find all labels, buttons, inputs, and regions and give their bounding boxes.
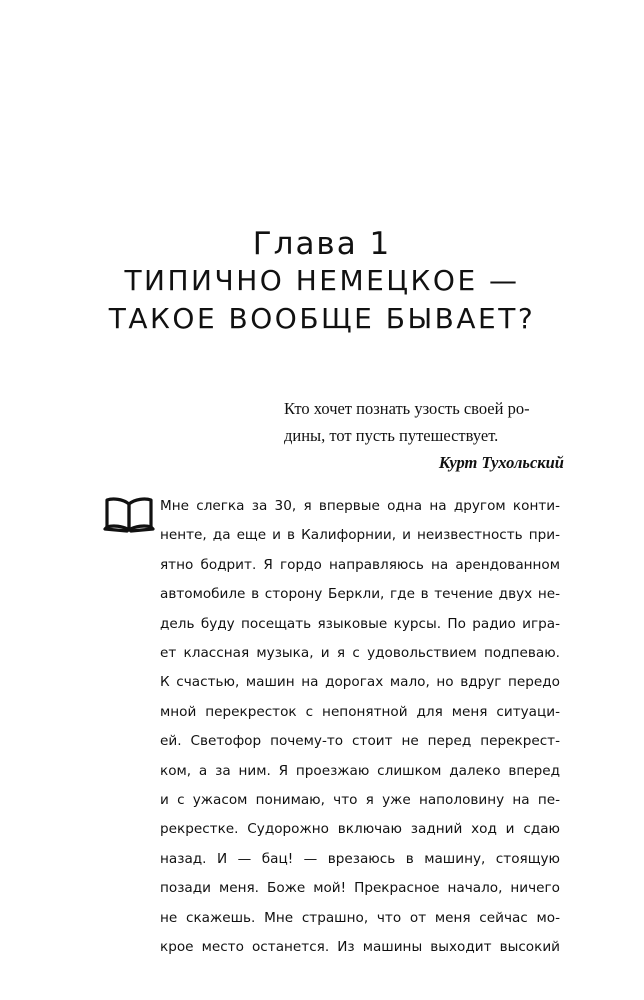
body-line: К счастью, машин на дорогах мало, но вдруг передо bbox=[160, 674, 560, 691]
body-line: дель буду посещать языковые курсы. По радио игра- bbox=[160, 615, 560, 632]
open-book-icon bbox=[103, 495, 155, 533]
chapter-title-line: ТИПИЧНО НЕМЕЦКОЕ — bbox=[124, 264, 520, 297]
body-line: автомобиле в сторону Беркли, где в течение двух не- bbox=[160, 586, 560, 603]
body-line: ненте, да еще и в Калифорнии, и неизвестность при- bbox=[160, 527, 560, 544]
body-line: рекрестке. Судорожно включаю задний ход и сдаю bbox=[160, 821, 560, 838]
body-text bbox=[160, 492, 560, 963]
body-line: мной перекресток с непонятной для меня ситуаци- bbox=[160, 703, 560, 720]
body-line: назад. И — бац! — врезаюсь в машину, стоящую bbox=[160, 850, 560, 867]
body-line: крое место останется. Из машины выходит высокий bbox=[160, 939, 560, 956]
body-line: ятно бодрит. Я гордо направляюсь на арендованном bbox=[160, 556, 560, 573]
chapter-title-line: ТАКОЕ ВООБЩЕ БЫВАЕТ? bbox=[108, 302, 536, 335]
epigraph-line: дины, тот пусть путешествует. bbox=[284, 426, 499, 445]
body-line: не скажешь. Мне страшно, что от меня сейчас мо- bbox=[160, 909, 560, 926]
epigraph-line: Кто хочет познать узость своей ро- bbox=[284, 399, 530, 418]
epigraph-author: Курт Тухольский bbox=[438, 453, 564, 472]
body-line: ком, а за ним. Я проезжаю слишком далеко вперед bbox=[160, 762, 560, 779]
body-line: ей. Светофор почему-то стоит не перед перекрест- bbox=[160, 733, 560, 750]
epigraph bbox=[284, 395, 564, 476]
body-line: Мне слегка за 30, я впервые одна на другом конти- bbox=[160, 498, 560, 514]
chapter-label: Глава 1 bbox=[252, 226, 392, 262]
body-line: позади меня. Боже мой! Прекрасное начало, ничего bbox=[160, 880, 560, 897]
chapter-title bbox=[0, 262, 644, 338]
body-line: ет классная музыка, и я с удовольствием подпеваю. bbox=[160, 645, 560, 662]
body-line: и с ужасом понимаю, что я уже наполовину на пе- bbox=[160, 792, 560, 809]
